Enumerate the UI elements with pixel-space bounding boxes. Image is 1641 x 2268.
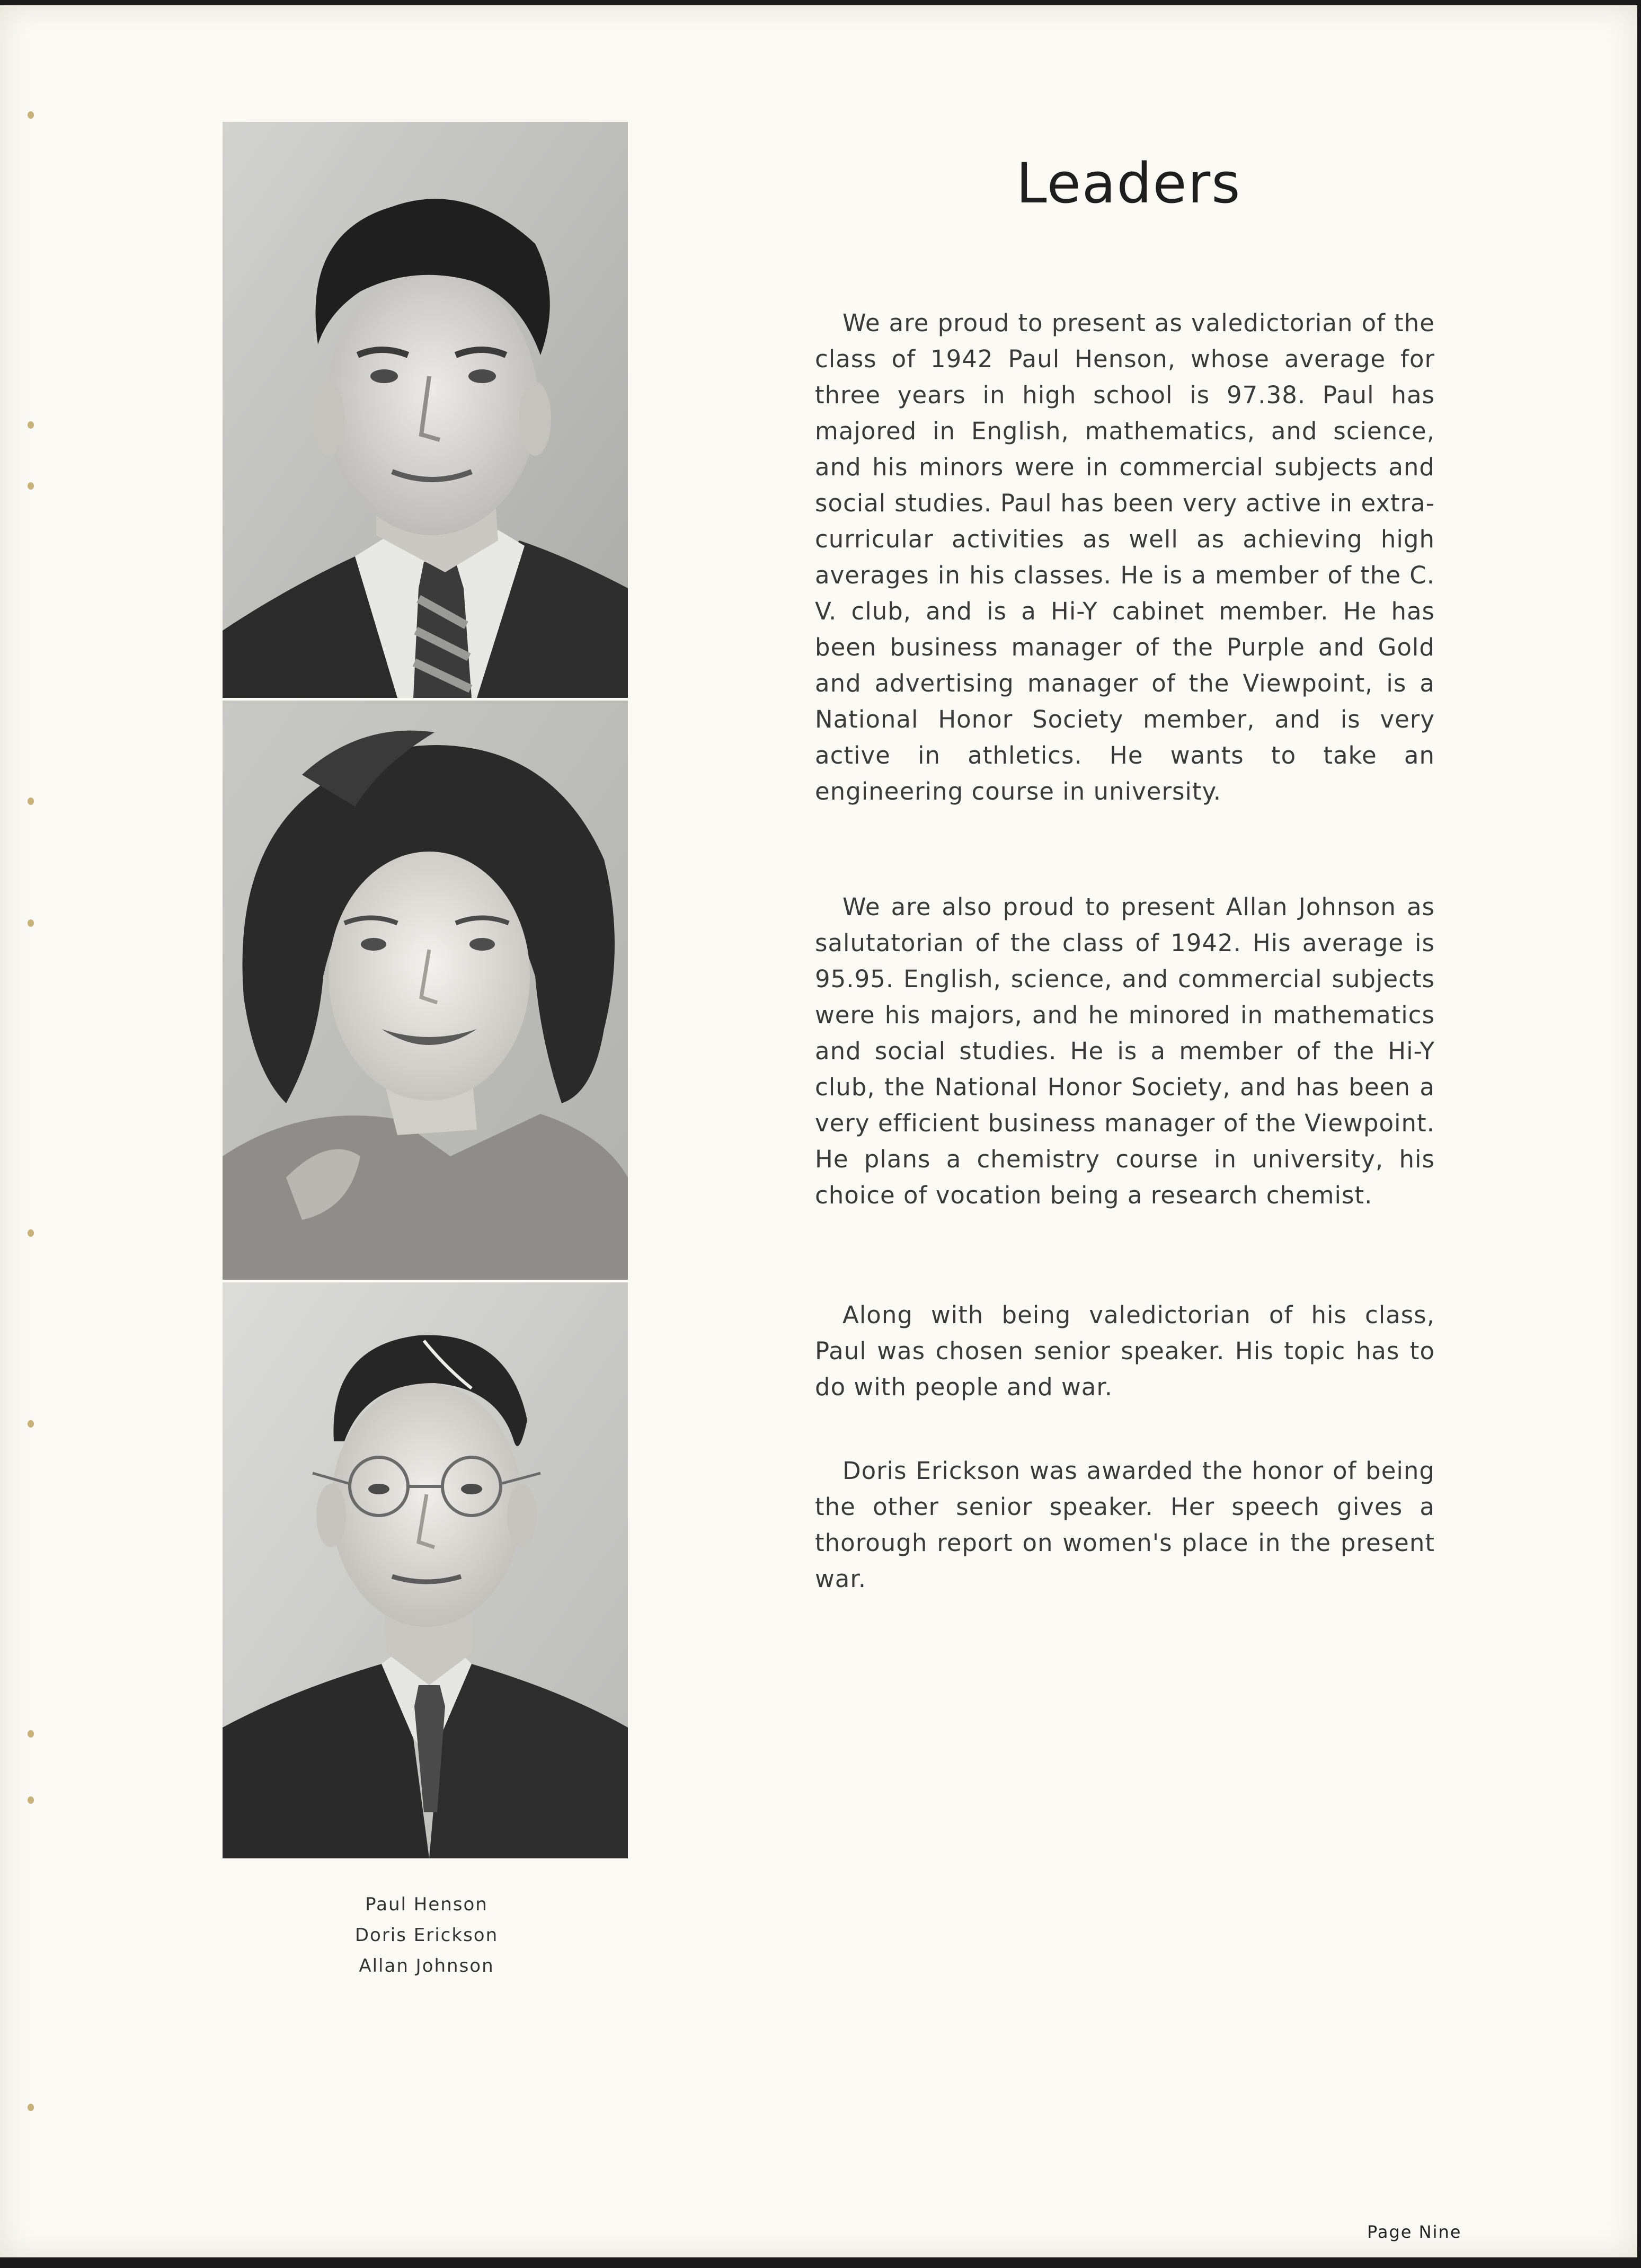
binding-hole [28,1796,34,1804]
portrait-paul-henson [223,122,628,698]
page-title: Leaders [1016,151,1241,216]
binding-hole [28,1420,34,1428]
binding-hole [28,919,34,927]
page-number: Page Nine [1367,2222,1462,2242]
caption-paul-henson: Paul Henson [365,1894,488,1915]
caption-allan-johnson: Allan Johnson [359,1955,494,1977]
valedictorian-paragraph: We are proud to present as valedictorian of the class of 1942 Paul Henson, whose average for three years in high school is 97.38. Paul has majored in English, mathematics, and science, and his minors were in commercial subjects and social studies. Paul has been very active in extra-curricular activities as well as achieving high averages in his classes. He is a member of the C. V. club, and is a Hi-Y cabinet member. He has been business manager of the Purple and Gold and advertising manager of the Viewpoint, is a National Honor Society member, and is very active in athletics. He wants to take an engineering course in university. [815,309,1435,805]
photo-captions [297,1889,556,1981]
binding-hole [28,1229,34,1237]
binding-hole [28,2104,34,2111]
binding-hole [28,482,34,490]
second-speaker-paragraph: Doris Erickson was awarded the honor of being the other senior speaker. Her speech gives a thorough report on women's place in the present war. [815,1457,1435,1593]
portrait-doris-erickson [223,701,628,1280]
binding-hole [28,421,34,429]
caption-doris-erickson: Doris Erickson [354,1925,499,1946]
binding-hole [28,798,34,805]
binding-hole [28,1730,34,1738]
senior-speaker-paragraph: Along with being valedictorian of his class, Paul was chosen senior speaker. His topic has to do with people and war. [815,1301,1435,1401]
binding-hole [28,111,34,119]
portrait-allan-johnson [223,1282,628,1858]
yearbook-page [0,5,1637,2257]
salutatorian-paragraph: We are also proud to present Allan Johnson as salutatorian of the class of 1942. His average is 95.95. English, science, and commercial subjects were his majors, and he minored in mathematics and social studies. He is a member of the Hi-Y club, the National Honor Society, and has been a very efficient business manager of the Viewpoint. He plans a chemistry course in university, his choice of vocation being a research chemist. [815,893,1435,1209]
